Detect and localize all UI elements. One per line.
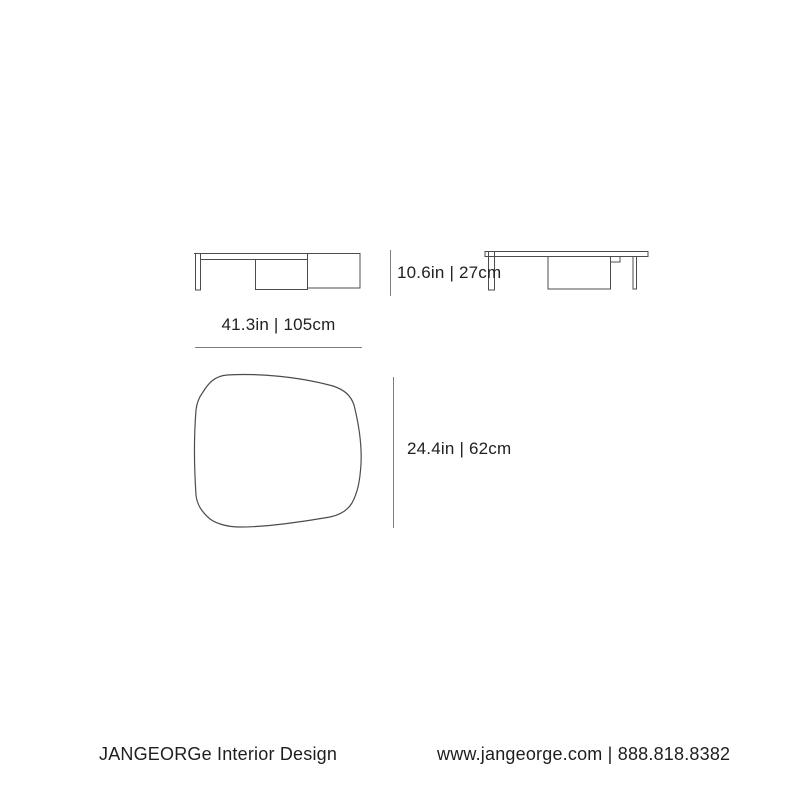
height-dimension-label: 10.6in | 27cm — [397, 263, 502, 282]
side-right-leg — [633, 257, 637, 290]
side-elevation-drawing — [485, 252, 648, 291]
front-side-block — [308, 254, 361, 289]
front-elevation-drawing — [194, 254, 360, 291]
dimension-lines — [195, 250, 394, 528]
front-storage-box — [256, 260, 308, 290]
top-view-tabletop-outline — [195, 374, 362, 527]
side-storage-box — [548, 257, 611, 290]
width-dimension-label: 41.3in | 105cm — [221, 315, 336, 334]
side-tabletop-slab — [485, 252, 648, 257]
side-bracket-notch — [611, 257, 621, 263]
depth-dimension-label: 24.4in | 62cm — [407, 439, 512, 458]
footer-company-name: JANGEORGe Interior Design — [99, 744, 338, 764]
front-left-leg — [196, 254, 201, 291]
footer-contact-info: www.jangeorge.com | 888.818.8382 — [437, 744, 731, 764]
